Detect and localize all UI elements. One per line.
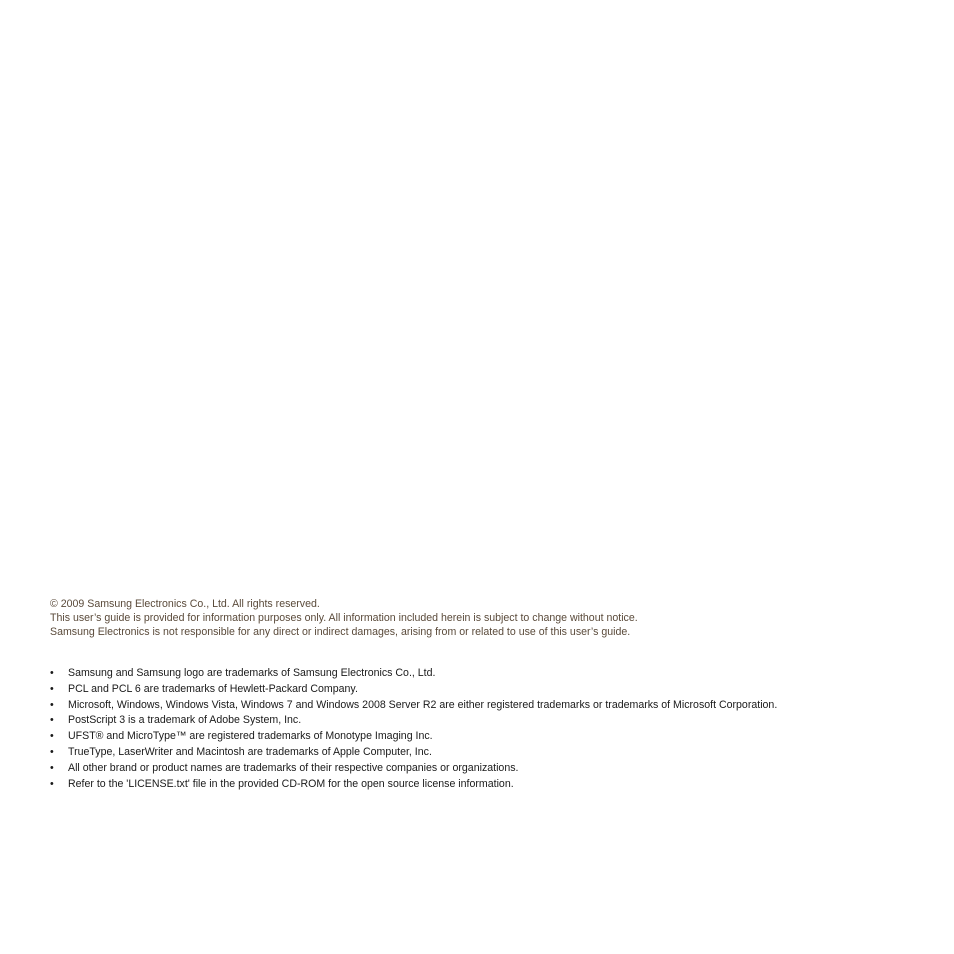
copyright-notice <box>50 597 930 639</box>
bullet-icon: • <box>50 714 54 727</box>
trademark-item <box>50 777 940 793</box>
bullet-icon: • <box>50 777 54 790</box>
trademark-text: All other brand or product names are trademarks of their respective companies or organizations. <box>68 761 519 774</box>
trademark-text: PCL and PCL 6 are trademarks of Hewlett-Packard Company. <box>68 682 358 695</box>
trademark-item <box>50 698 940 714</box>
bullet-icon: • <box>50 761 54 774</box>
copyright-line: © 2009 Samsung Electronics Co., Ltd. All rights reserved. <box>50 598 320 610</box>
trademark-list <box>50 666 940 792</box>
trademark-text: UFST® and MicroType™ are registered trademarks of Monotype Imaging Inc. <box>68 730 433 743</box>
trademark-item <box>50 745 940 761</box>
trademark-text: Refer to the 'LICENSE.txt' file in the provided CD-ROM for the open source license information. <box>68 777 514 790</box>
trademark-item <box>50 729 940 745</box>
trademark-item <box>50 761 940 777</box>
bullet-icon: • <box>50 667 54 679</box>
disclaimer-line: This user’s guide is provided for information purposes only. All information included herein is subject to change without notice. <box>50 612 638 624</box>
trademark-text: Microsoft, Windows, Windows Vista, Windows 7 and Windows 2008 Server R2 are either registered trademarks or trademarks of Microsoft Corporation. <box>68 698 778 711</box>
bullet-icon: • <box>50 730 54 743</box>
bullet-icon: • <box>50 745 54 758</box>
bullet-icon: • <box>50 698 54 711</box>
trademark-text: PostScript 3 is a trademark of Adobe System, Inc. <box>68 714 302 727</box>
bullet-icon: • <box>50 682 54 695</box>
liability-line: Samsung Electronics is not responsible for any direct or indirect damages, arising from or related to use of this user’s guide. <box>50 626 631 638</box>
trademark-item <box>50 666 940 682</box>
trademark-item <box>50 713 940 729</box>
trademark-text: Samsung and Samsung logo are trademarks of Samsung Electronics Co., Ltd. <box>68 667 436 679</box>
trademark-item <box>50 682 940 698</box>
trademark-text: TrueType, LaserWriter and Macintosh are trademarks of Apple Computer, Inc. <box>68 745 432 758</box>
